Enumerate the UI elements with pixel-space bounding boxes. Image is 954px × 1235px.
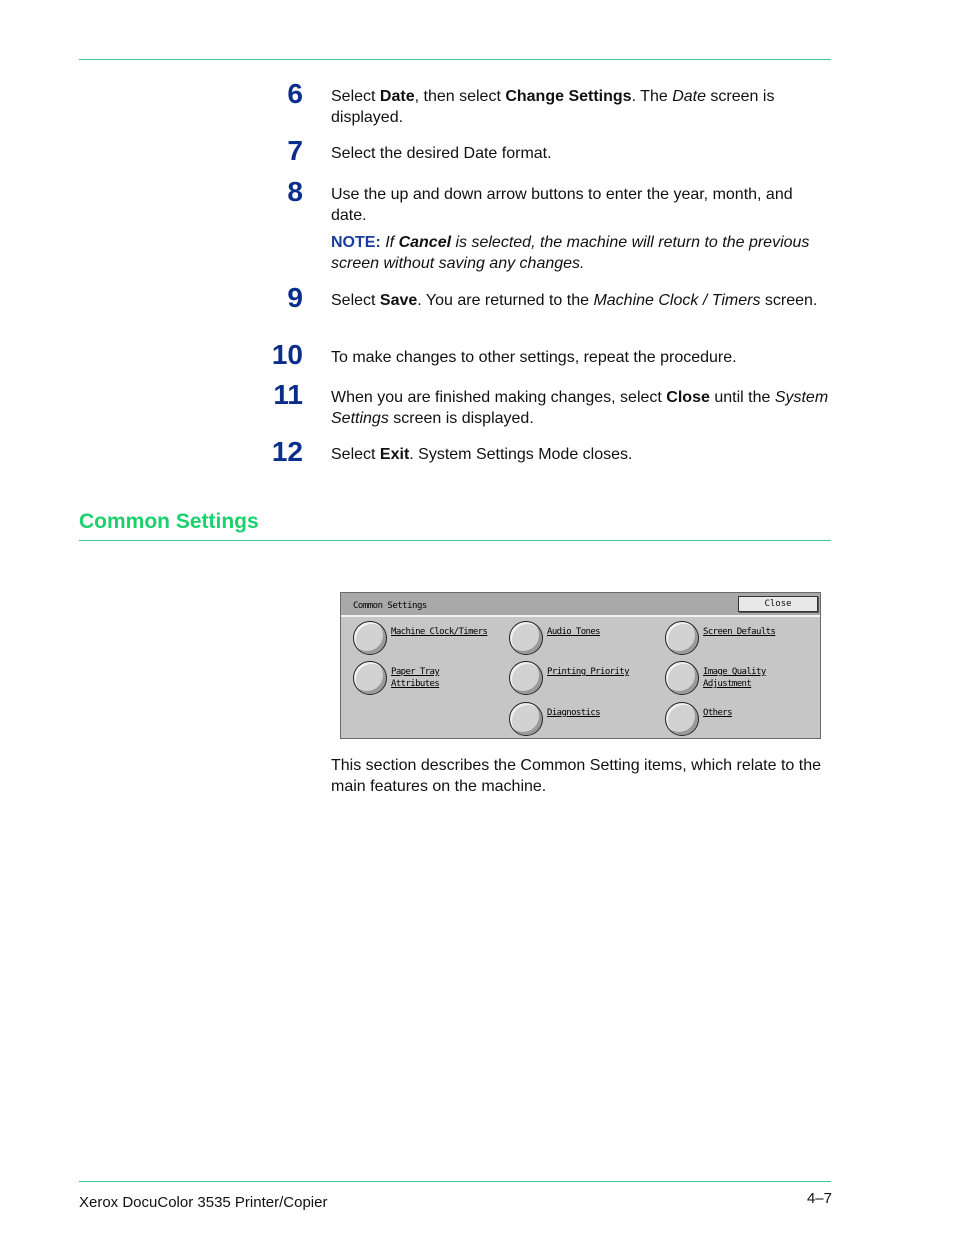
text-run: . System Settings Mode closes. xyxy=(409,446,633,463)
text-run: Select xyxy=(331,292,380,309)
step-number: 8 xyxy=(287,176,303,207)
option-label: Paper Tray Attributes xyxy=(391,667,440,689)
option-label: Screen Defaults xyxy=(703,627,776,637)
option-label: Printing Priority xyxy=(547,667,629,677)
text-run: If xyxy=(380,234,399,251)
option-label: Others xyxy=(703,708,732,718)
step-text xyxy=(331,387,831,429)
screen-header xyxy=(341,593,820,617)
note-label: NOTE: xyxy=(331,234,381,251)
text-run: screen. xyxy=(760,292,818,309)
footer-page-number: 4–7 xyxy=(806,1190,832,1207)
section-description: This section describes the Common Setting items, which relate to the main features on the machine. xyxy=(331,757,821,795)
text-bold: Cancel xyxy=(398,234,452,251)
step-number: 6 xyxy=(287,78,303,109)
option-label: Image Quality Adjustment xyxy=(703,667,766,689)
section-rule xyxy=(79,540,831,541)
text-bold: Change Settings xyxy=(505,88,632,105)
text-run: is selected, the machine will return to the previous screen without saving any changes. xyxy=(331,234,810,272)
option-label: Machine Clock/Timers xyxy=(391,627,488,637)
common-settings-screen xyxy=(340,592,821,739)
close-button[interactable]: Close xyxy=(738,596,818,612)
text-run: Select xyxy=(331,88,380,105)
text-run: When you are finished making changes, select xyxy=(331,389,667,406)
option-button-icon[interactable] xyxy=(353,661,387,695)
option-label: Diagnostics xyxy=(547,708,601,718)
section-title: Common Settings xyxy=(79,510,259,533)
text-run: Select xyxy=(331,446,380,463)
option-button-icon[interactable] xyxy=(665,661,699,695)
step-number: 10 xyxy=(271,339,303,370)
step-text xyxy=(331,290,831,311)
step-text: Use the up and down arrow buttons to enter the year, month, and date. xyxy=(331,186,793,224)
option-button-icon[interactable] xyxy=(353,621,387,655)
text-run: screen is displayed. xyxy=(388,410,534,427)
top-rule xyxy=(79,59,831,60)
footer-rule xyxy=(79,1181,831,1182)
footer-product-name: Xerox DocuColor 3535 Printer/Copier xyxy=(79,1194,328,1211)
text-run: , then select xyxy=(414,88,506,105)
option-button-icon[interactable] xyxy=(509,661,543,695)
screen-title: Common Settings xyxy=(353,601,427,611)
text-bold: Save xyxy=(379,292,418,309)
step-number: 11 xyxy=(273,379,303,410)
text-bold: Exit xyxy=(379,446,410,463)
text-run: until the xyxy=(709,389,775,406)
step-text: Select the desired Date format. xyxy=(331,145,552,162)
note xyxy=(331,232,831,274)
option-button-icon[interactable] xyxy=(509,621,543,655)
option-button-icon[interactable] xyxy=(665,702,699,736)
text-run: . You are returned to the xyxy=(417,292,594,309)
option-button-icon[interactable] xyxy=(665,621,699,655)
step-text: To make changes to other settings, repeat the procedure. xyxy=(331,349,737,366)
step-number: 12 xyxy=(271,436,303,467)
text-italic: Machine Clock / Timers xyxy=(593,292,761,309)
step-number: 9 xyxy=(287,282,303,313)
text-bold: Close xyxy=(666,389,710,406)
step-text xyxy=(331,444,831,465)
step-number: 7 xyxy=(287,135,303,166)
text-bold: Date xyxy=(379,88,415,105)
step-text xyxy=(331,86,831,128)
text-italic: Date xyxy=(672,88,706,105)
option-label: Audio Tones xyxy=(547,627,601,637)
text-run: screen is displayed. xyxy=(331,88,775,126)
text-italic: System Settings xyxy=(331,389,829,427)
option-button-icon[interactable] xyxy=(509,702,543,736)
text-run: . The xyxy=(631,88,673,105)
